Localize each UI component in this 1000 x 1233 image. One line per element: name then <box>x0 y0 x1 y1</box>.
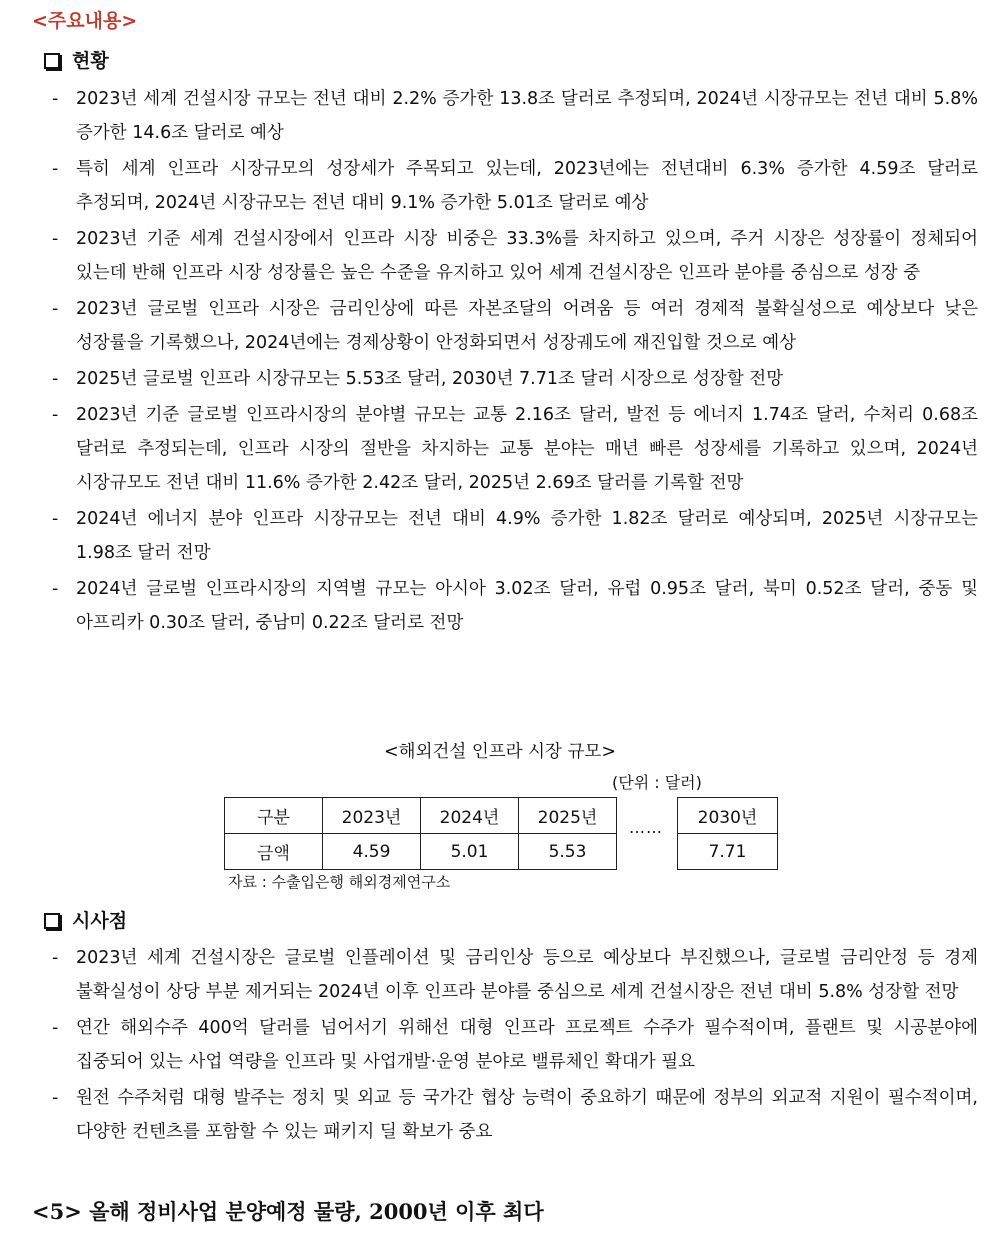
list-item: - 2025년 글로벌 인프라 시장규모는 5.53조 달러, 2030년 7.71조 달러 시장으로 성장할 전망 <box>52 369 784 389</box>
table-header-cell: 2030년 <box>678 798 778 834</box>
list-item: - 2023년 세계 건설시장 규모는 전년 대비 2.2% 증가한 13.8조 달러로 추정되며, 2024년 시장규모는 전년 대비 5.8% 증가한 14.6조 달러로 예상 <box>52 89 978 143</box>
section-implications-title: 시사점 <box>72 910 128 932</box>
table-title: <해외건설 인프라 시장 규모> <box>384 742 616 762</box>
list-item: - 2024년 에너지 분야 인프라 시장규모는 전년 대비 4.9% 증가한 1.82조 달러로 예상되며, 2025년 시장규모는 1.98조 달러 전망 <box>52 509 978 563</box>
list-item: - 2024년 글로벌 인프라시장의 지역별 규모는 아시아 3.02조 달러, 유럽 0.95조 달러, 북미 0.52조 달러, 중동 및 아프리카 0.30조 달러, 중남미 0.22조 달러로 전망 <box>52 579 978 633</box>
next-section-title: <5> 올해 정비사업 분양예정 물량, 2000년 이후 최다 <box>32 1199 544 1224</box>
table-header-cell: 2023년 <box>323 798 421 834</box>
section-status-heading <box>44 46 109 73</box>
table-row <box>225 834 617 870</box>
table-cell: 금액 <box>225 834 323 870</box>
market-size-table <box>224 797 617 870</box>
table-cell: 4.59 <box>323 834 421 870</box>
list-item: - 2023년 기준 글로벌 인프라시장의 분야별 규모는 교통 2.16조 달러, 발전 등 에너지 1.74조 달러, 수처리 0.68조 달러로 추정되는데, 인프라 시장의 절반을 차지하는 교통 분야는 매년 빠른 성장세를 기록하고 있으며, 2024년 시장규모도 전년 대비 11.6% 증가한 2.42조 달러, 2025년 2.69조 달러를 기록할 전망 <box>52 405 978 493</box>
section-implications-heading <box>44 906 127 933</box>
table-header-cell: 2024년 <box>421 798 519 834</box>
table-unit: (단위 : 달러) <box>612 773 702 792</box>
table-header-row <box>678 798 778 834</box>
list-item: - 2023년 기준 세계 건설시장에서 인프라 시장 비중은 33.3%를 차지하고 있으며, 주거 시장은 성장률이 정체되어 있는데 반해 인프라 시장 성장률은 높은 수준을 유지하고 있어 세계 건설시장은 인프라 분야를 중심으로 성장 중 <box>52 229 978 283</box>
status-bullet-list <box>52 82 978 642</box>
market-size-table-2030 <box>677 797 778 870</box>
table-header-row <box>225 798 617 834</box>
list-item: - 원전 수주처럼 대형 발주는 정치 및 외교 등 국가간 협상 능력이 중요하기 때문에 정부의 외교적 지원이 필수적이며, 다양한 컨텐츠를 포함할 수 있는 패키지 딜 확보가 중요 <box>52 1088 978 1142</box>
list-item: - 연간 해외수주 400억 달러를 넘어서기 위해선 대형 인프라 프로젝트 수주가 필수적이며, 플랜트 및 시공분야에 집중되어 있는 사업 역량을 인프라 및 사업개발·운영 분야로 밸류체인 확대가 필요 <box>52 1018 978 1072</box>
checkbox-square-icon <box>44 913 60 929</box>
list-item: - 2023년 세계 건설시장은 글로벌 인플레이션 및 금리인상 등으로 예상보다 부진했으나, 글로벌 금리안정 등 경제 불확실성이 상당 부분 제거되는 2024년 이후 인프라 분야를 중심으로 세계 건설시장은 전년 대비 5.8% 성장할 전망 <box>52 948 978 1002</box>
table-cell: 5.53 <box>519 834 617 870</box>
table-row <box>678 834 778 870</box>
implications-bullet-list <box>52 941 978 1151</box>
checkbox-square-icon <box>44 53 60 69</box>
list-item: - 특히 세계 인프라 시장규모의 성장세가 주목되고 있는데, 2023년에는 전년대비 6.3% 증가한 4.59조 달러로 추정되며, 2024년 시장규모는 전년 대비 9.1% 증가한 5.01조 달러로 예상 <box>52 159 978 213</box>
main-content-heading: <주요내용> <box>32 10 138 32</box>
table-header-cell: 구분 <box>225 798 323 834</box>
list-item: - 2023년 글로벌 인프라 시장은 금리인상에 따른 자본조달의 어려움 등 여러 경제적 불확실성으로 예상보다 낮은 성장률을 기록했으나, 2024년에는 경제상황이 안정화되면서 성장궤도에 재진입할 것으로 예상 <box>52 299 978 353</box>
section-status-title: 현황 <box>72 50 109 72</box>
table-cell: 7.71 <box>678 834 778 870</box>
table-source: 자료 : 수출입은행 해외경제연구소 <box>228 873 451 891</box>
table-header-cell: 2025년 <box>519 798 617 834</box>
table-ellipsis: …… <box>629 818 663 837</box>
table-cell: 5.01 <box>421 834 519 870</box>
